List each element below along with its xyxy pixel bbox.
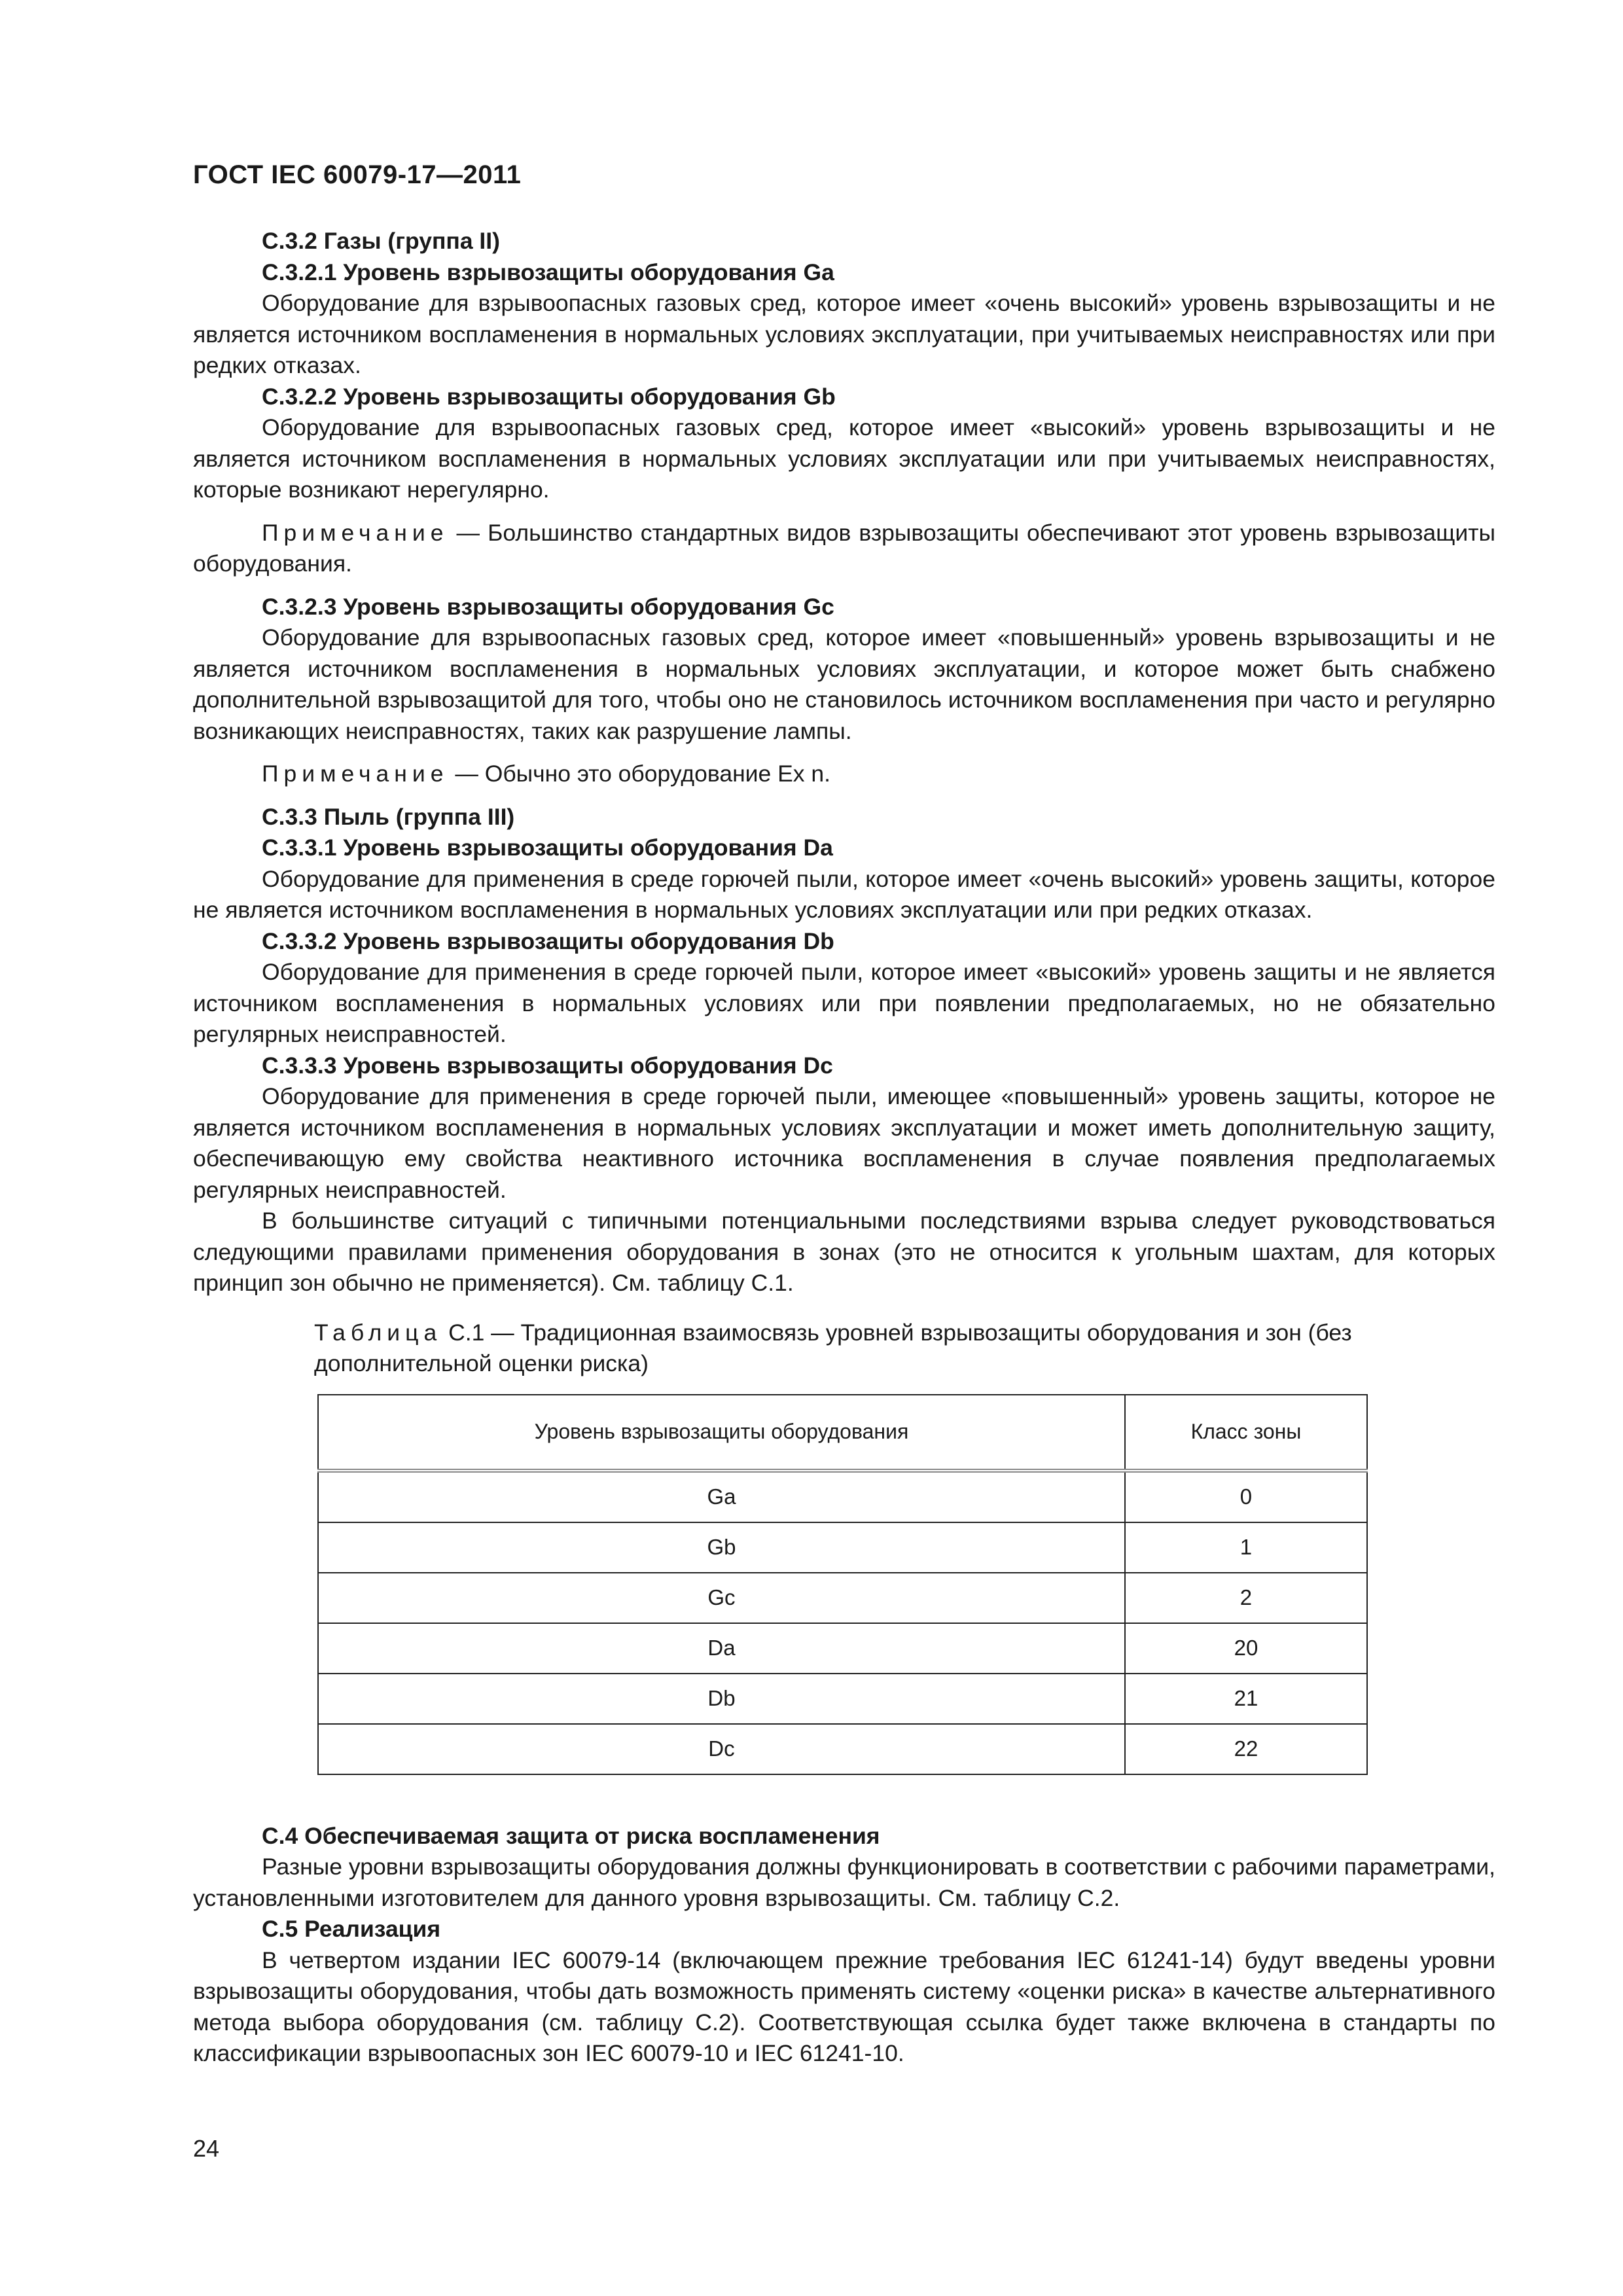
paragraph-c4: Разные уровни взрывозащиты оборудования должны функционировать в соответствии с рабочими параметрами, установленными изготовителем для данного уровня взрывозащиты. См. таблицу С.2. — [193, 1854, 1495, 1911]
note-text: — Обычно это оборудование Ex n. — [448, 761, 831, 787]
table-cell-level: Dc — [318, 1724, 1125, 1774]
table-cell-level: Db — [318, 1674, 1125, 1724]
note-text: — Большинство стандартных видов взрывозащиты обеспечивают этот уровень взрывозащиты оборудования. — [193, 519, 1495, 577]
note-label: Примечание — [262, 519, 449, 546]
table-cell-level: Gb — [318, 1522, 1125, 1573]
spacer — [193, 1775, 1495, 1821]
section-heading-c333: С.3.3.3 Уровень взрывозащиты оборудования Dc — [262, 1052, 833, 1079]
table-row — [318, 1471, 1367, 1522]
section-heading-c332: С.3.3.2 Уровень взрывозащиты оборудования Db — [262, 927, 834, 954]
paragraph-c333: Оборудование для применения в среде горючей пыли, имеющее «повышенный» уровень защиты, которое не является источником воспламенения в нормальных условиях эксплуатации и может иметь дополнительную защиту, обеспечивающую ему свойства неактивного источника воспламенения в случае появления предполагаемых регулярных неисправностей. — [193, 1083, 1495, 1203]
table-row — [318, 1522, 1367, 1573]
page-number: 24 — [193, 2135, 220, 2162]
table-header-row — [318, 1395, 1367, 1471]
table-caption-text: С.1 — Традиционная взаимосвязь уровней взрывозащиты оборудования и зон (без дополнительной оценки риска) — [314, 1319, 1352, 1376]
paragraph-c331: Оборудование для применения в среде горючей пыли, которое имеет «очень высокий» уровень защиты, которое не является источником воспламенения в нормальных условиях эксплуатации или при редких отказах. — [193, 865, 1495, 923]
paragraph-c333-rules: В большинстве ситуаций с типичными потенциальными последствиями взрыва следует руководствоваться следующими правилами применения оборудования в зонах (это не относится к угольным шахтам, для которых принцип зон обычно не применяется). См. таблицу С.1. — [193, 1208, 1495, 1296]
section-heading-c4: С.4 Обеспечиваемая защита от риска воспламенения — [262, 1822, 880, 1849]
table-row — [318, 1573, 1367, 1623]
table-row — [318, 1623, 1367, 1674]
paragraph-c5: В четвертом издании IEC 60079-14 (включающем прежние требования IEC 61241-14) будут введены уровни взрывозащиты оборудования, чтобы дать возможность применять систему «оценки риска» в качестве альтернативного метода выбора оборудования (см. таблицу С.2). Соответствующая ссылка будет также включена в стандарты по классификации взрывоопасных зон IEC 60079-10 и IEC 61241-10. — [193, 1946, 1495, 2066]
table-cell-zone: 22 — [1125, 1724, 1367, 1774]
note-c323 — [193, 759, 1495, 790]
paragraph-c332: Оборудование для применения в среде горючей пыли, которое имеет «высокий» уровень защиты и не является источником воспламенения в нормальных условиях или при появлении предполагаемых, но не обязательно регулярных неисправностей. — [193, 959, 1495, 1047]
table-cell-level: Ga — [318, 1471, 1125, 1522]
section-heading-c323: С.3.2.3 Уровень взрывозащиты оборудования Gc — [262, 593, 834, 620]
table-caption — [314, 1318, 1374, 1380]
paragraph-c321: Оборудование для взрывоопасных газовых сред, которое имеет «очень высокий» уровень взрывозащиты и не является источником воспламенения в нормальных условиях эксплуатации, при учитываемых неисправностях или при редких отказах. — [193, 290, 1495, 378]
table-cell-zone: 1 — [1125, 1522, 1367, 1573]
table-row — [318, 1724, 1367, 1774]
table-cell-level: Gc — [318, 1573, 1125, 1623]
table-caption-label: Таблица — [314, 1319, 442, 1346]
document-header: ГОСТ IEC 60079-17—2011 — [193, 160, 522, 189]
table-cell-zone: 20 — [1125, 1623, 1367, 1674]
table-cell-zone: 2 — [1125, 1573, 1367, 1623]
table-cell-zone: 0 — [1125, 1471, 1367, 1522]
document-body — [193, 226, 1495, 2070]
note-label: Примечание — [262, 761, 449, 787]
table-row — [318, 1674, 1367, 1724]
table-header-cell-zone: Класс зоны — [1125, 1395, 1367, 1471]
section-heading-c321: С.3.2.1 Уровень взрывозащиты оборудования Ga — [262, 259, 834, 285]
table-header-cell-level: Уровень взрывозащиты оборудования — [318, 1395, 1125, 1471]
section-heading-c322: С.3.2.2 Уровень взрывозащиты оборудования Gb — [262, 383, 836, 410]
note-c322 — [193, 518, 1495, 580]
paragraph-c322: Оборудование для взрывоопасных газовых сред, которое имеет «высокий» уровень взрывозащиты и не является источником воспламенения в нормальных условиях эксплуатации или при учитываемых неисправностях, которые возникают нерегулярно. — [193, 414, 1495, 503]
table-cell-zone: 21 — [1125, 1674, 1367, 1724]
section-heading-c5: С.5 Реализация — [262, 1916, 441, 1942]
section-heading-c32: С.3.2 Газы (группа II) — [262, 228, 500, 254]
table-c1 — [317, 1394, 1368, 1775]
table-cell-level: Da — [318, 1623, 1125, 1674]
paragraph-c323: Оборудование для взрывоопасных газовых сред, которое имеет «повышенный» уровень взрывозащиты и не является источником воспламенения в нормальных условиях эксплуатации, и которое может быть снабжено дополнительной взрывозащитой для того, чтобы оно не становилось источником воспламенения при часто и регулярно возникающих неисправностях, таких как разрушение лампы. — [193, 624, 1495, 744]
section-heading-c331: С.3.3.1 Уровень взрывозащиты оборудования Da — [262, 834, 833, 861]
section-heading-c33: С.3.3 Пыль (группа III) — [262, 803, 515, 830]
